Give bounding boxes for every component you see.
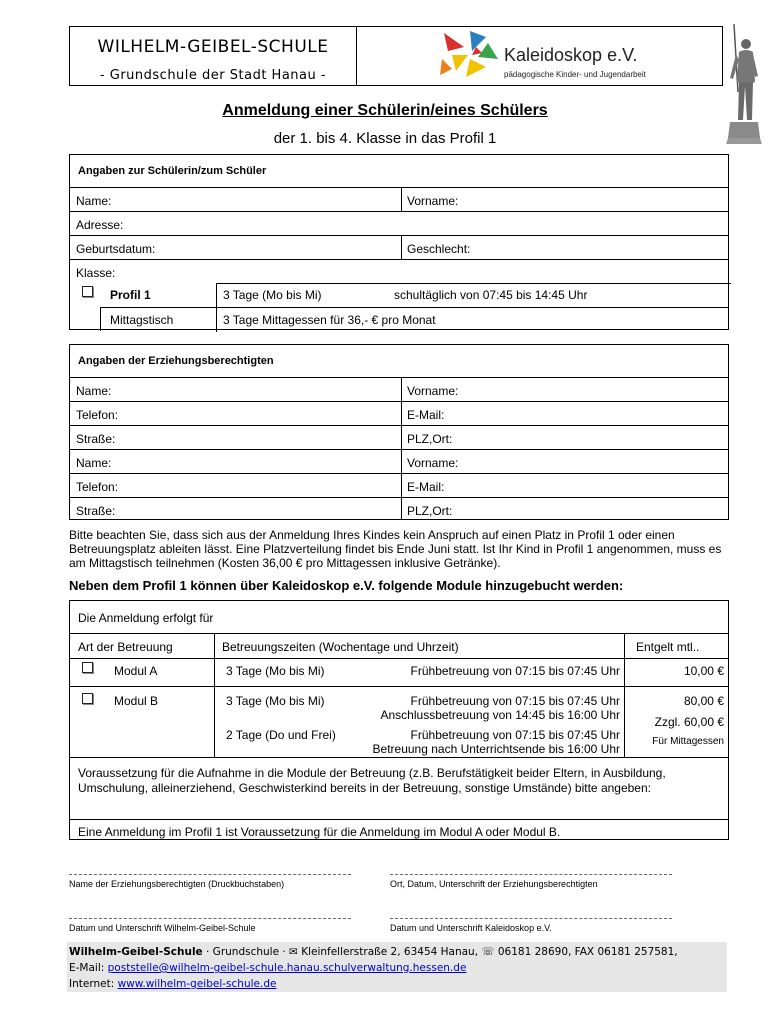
student-gender-field[interactable]: Geschlecht: xyxy=(407,242,471,256)
col-fee-header: Entgelt mtl.. xyxy=(636,640,700,654)
guardian2-email-field[interactable]: E-Mail: xyxy=(407,480,445,494)
modules-intro: Die Anmeldung erfolgt für xyxy=(78,611,214,625)
student-class-field[interactable]: Klasse: xyxy=(76,266,116,280)
student-address-field[interactable]: Adresse: xyxy=(76,218,124,232)
page-subtitle: der 1. bis 4. Klasse in das Profil 1 xyxy=(273,130,497,147)
guardian1-plz-field[interactable]: PLZ,Ort: xyxy=(407,432,453,446)
profil1-checkbox[interactable] xyxy=(82,286,93,297)
header-box xyxy=(69,26,723,86)
guardian2-vorname-field[interactable]: Vorname: xyxy=(407,456,459,470)
guardians-heading: Angaben der Erziehungsberechtigten xyxy=(78,355,274,367)
modul-b-checkbox[interactable] xyxy=(82,693,93,704)
profil1-label: Profil 1 xyxy=(110,288,151,302)
student-section xyxy=(69,154,729,330)
signature-label-4: Datum und Unterschrift Kaleidoskop e.V. xyxy=(390,923,552,933)
footer-school: Wilhelm-Geibel-Schule xyxy=(69,946,203,958)
col-type-header: Art der Betreuung xyxy=(78,640,173,654)
modul-b-fee: 80,00 € xyxy=(683,694,724,708)
footer-address: · Grundschule · ✉ Kleinfellerstraße 2, 63454 Hanau, ☏ 06181 28690, FAX 06181 257581, xyxy=(202,946,678,958)
student-birthdate-field[interactable]: Geburtsdatum: xyxy=(76,242,156,256)
prereq-field[interactable]: Voraussetzung für die Aufnahme in die Module der Betreuung (z.B. Berufstätigkeit beider Eltern, in Ausbildung, Umschulung, alleinerziehend, Geschwisterkind bereits in der Betreuung, sonstige Umstände) bitte angeben: xyxy=(78,766,666,795)
guardians-section xyxy=(69,344,729,520)
footer-web-label: Internet: xyxy=(69,978,118,990)
modules-heading: Neben dem Profil 1 können über Kaleidoskop e.V. folgende Module hinzugebucht werden: xyxy=(69,578,624,593)
modul-b-days-2: 2 Tage (Do und Frei) xyxy=(226,728,336,742)
notice-text: Bitte beachten Sie, dass sich aus der Anmeldung Ihres Kindes kein Anspruch auf einen Platz in Profil 1 oder einen Betreuungsplatz ableiten lässt. Eine Platzverteilung findet bis Ende Juni statt. Ist Ihr Kind in Profil 1 angenommen, muss es am Mittagstisch teilnehmen (Kosten 36,00 € pro Mittagessen inklusive Getränke). xyxy=(69,528,722,570)
guardian2-plz-field[interactable]: PLZ,Ort: xyxy=(407,504,453,518)
school-name: WILHELM-GEIBEL-SCHULE xyxy=(97,37,329,57)
modul-b-time-1b: Anschlussbetreuung von 14:45 bis 16:00 Uhr xyxy=(380,708,620,722)
signature-line-4[interactable] xyxy=(390,918,672,919)
guardian2-phone-field[interactable]: Telefon: xyxy=(76,480,119,494)
guardian1-email-field[interactable]: E-Mail: xyxy=(407,408,445,422)
guardian1-phone-field[interactable]: Telefon: xyxy=(76,408,119,422)
modul-b-time-2a: Frühbetreuung von 07:15 bis 07:45 Uhr xyxy=(410,728,620,742)
modul-a-label: Modul A xyxy=(114,664,158,678)
footer-email-link[interactable]: poststelle@wilhelm-geibel-schule.hanau.schulverwaltung.hessen.de xyxy=(107,962,467,974)
partner-tagline: pädagogische Kinder- und Jugendarbeit xyxy=(504,70,646,79)
modul-b-fee-extra: Zzgl. 60,00 € xyxy=(654,715,724,729)
kaleidoskop-logo-icon xyxy=(438,29,500,83)
modul-b-label: Modul B xyxy=(114,694,159,708)
student-name-field[interactable]: Name: xyxy=(76,194,112,208)
signature-line-3[interactable] xyxy=(69,918,351,919)
modul-a-checkbox[interactable] xyxy=(82,662,93,673)
mittagstisch-text: 3 Tage Mittagessen für 36,- € pro Monat xyxy=(223,313,436,327)
student-heading: Angaben zur Schülerin/zum Schüler xyxy=(78,165,267,177)
signature-label-1: Name der Erziehungsberechtigten (Druckbuchstaben) xyxy=(69,879,285,889)
modul-b-fee-note: Für Mittagessen xyxy=(652,736,724,747)
student-vorname-field[interactable]: Vorname: xyxy=(407,194,459,208)
footer-web-link[interactable]: www.wilhelm-geibel-schule.de xyxy=(117,978,277,990)
guardian1-street-field[interactable]: Straße: xyxy=(76,432,116,446)
guardian2-name-field[interactable]: Name: xyxy=(76,456,112,470)
signature-label-3: Datum und Unterschrift Wilhelm-Geibel-Schule xyxy=(69,923,256,933)
school-subtitle: - Grundschule der Stadt Hanau - xyxy=(99,68,327,83)
partner-name: Kaleidoskop e.V. xyxy=(504,45,638,65)
footer-email-label: E-Mail: xyxy=(69,962,108,974)
mittagstisch-label: Mittagstisch xyxy=(110,313,174,327)
modul-a-fee: 10,00 € xyxy=(683,664,724,678)
signature-line-1[interactable] xyxy=(69,874,351,875)
modules-section xyxy=(69,600,729,840)
profil1-time: schultäglich von 07:45 bis 14:45 Uhr xyxy=(394,288,588,302)
footer xyxy=(67,942,727,992)
signature-label-2: Ort, Datum, Unterschrift der Erziehungsberechtigten xyxy=(390,879,598,889)
guardian1-vorname-field[interactable]: Vorname: xyxy=(407,384,459,398)
guardian1-name-field[interactable]: Name: xyxy=(76,384,112,398)
profil1-days: 3 Tage (Mo bis Mi) xyxy=(223,288,322,302)
guardian2-street-field[interactable]: Straße: xyxy=(76,504,116,518)
modules-note: Eine Anmeldung im Profil 1 ist Voraussetzung für die Anmeldung im Modul A oder Modul B. xyxy=(78,825,561,839)
modul-b-days-1: 3 Tage (Mo bis Mi) xyxy=(226,694,325,708)
modul-a-days: 3 Tage (Mo bis Mi) xyxy=(226,664,325,678)
modul-a-time: Frühbetreuung von 07:15 bis 07:45 Uhr xyxy=(410,664,620,678)
col-times-header: Betreuungszeiten (Wochentage und Uhrzeit) xyxy=(222,640,459,654)
modul-b-time-1a: Frühbetreuung von 07:15 bis 07:45 Uhr xyxy=(410,694,620,708)
page-title: Anmeldung einer Schülerin/eines Schülers xyxy=(222,102,548,119)
modul-b-time-2b: Betreuung nach Unterrichtsende bis 16:00 Uhr xyxy=(372,742,620,756)
signature-line-2[interactable] xyxy=(390,874,672,875)
